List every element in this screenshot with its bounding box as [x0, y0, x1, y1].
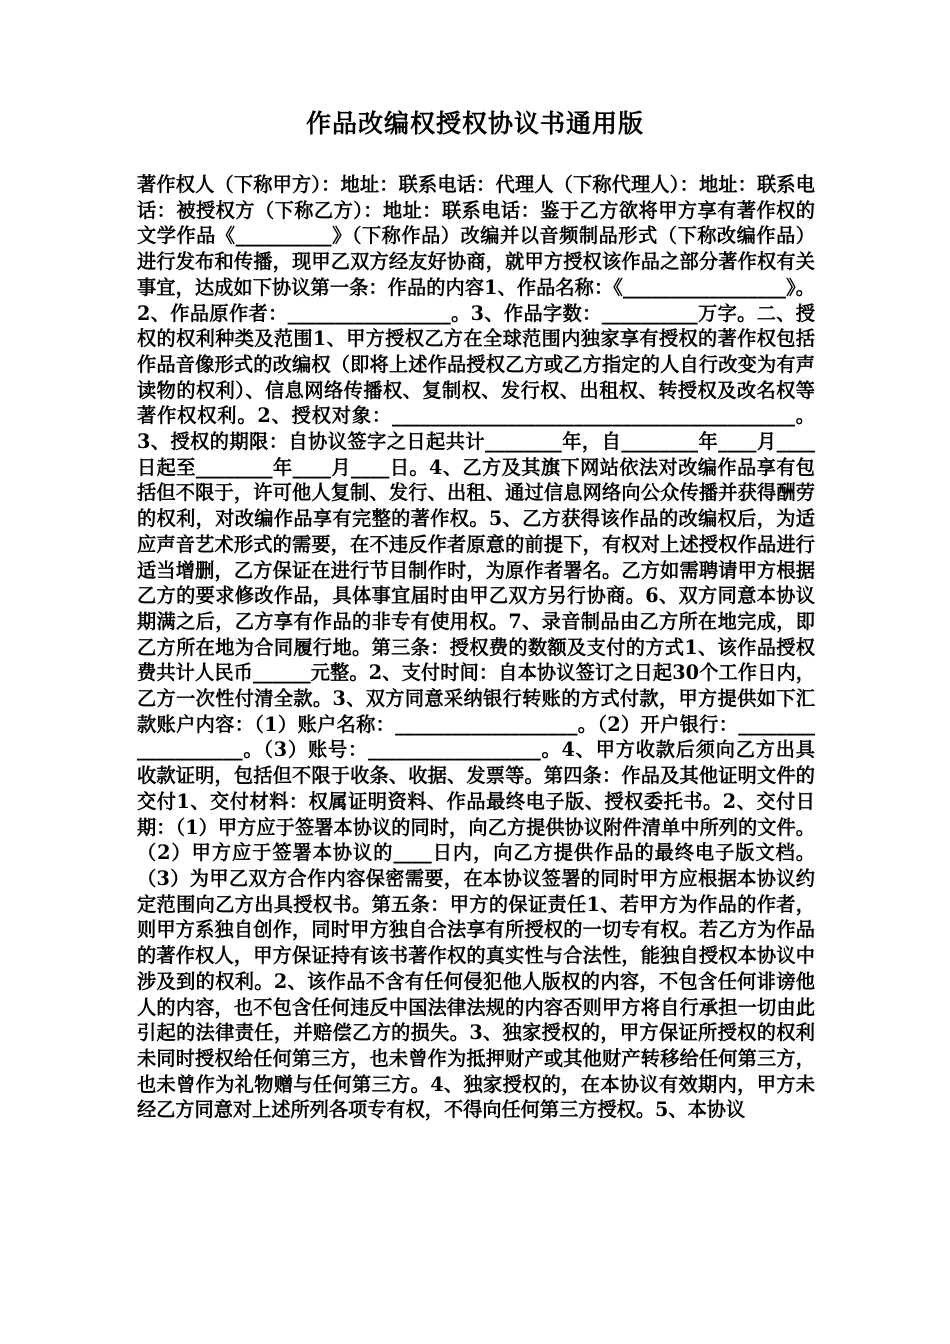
document-title: 作品改编权授权协议书通用版: [305, 109, 644, 138]
document-body: 著作权人（下称甲方）：地址：联系电话：代理人（下称代理人）：地址：联系电话：被授权方（下称乙方）：地址：联系电话：鉴于乙方欲将甲方享有著作权的文学作品《__________》（下称作品）改编并以音频制品形式（下称改编作品）进行发布和传播，现甲乙双方经友好协商，就甲方授权该作品之部分著作权有关事宜，达成如下协议第一条：作品的内容1、作品名称：《_________________》。2、作品原作者：_________________。3、作品字数：__________万字。二、授权的权利种类及范围1、甲方授权乙方在全球范围内独家享有授权的著作权包括作品音像形式的改编权（即将上述作品授权乙方或乙方指定的人自行改变为有声读物的权利）、信息网络传播权、复制权、发行权、出租权、转授权及改名权等著作权权利。2、授权对象：__________________________________________。3、授权的期限：自协议签字之日起共计________年，自________年____月____日起至________年____月____日。4、乙方及其旗下网站依法对改编作品享有包括但不限于，许可他人复制、发行、出租、通过信息网络向公众传播并获得酬劳的权利，对改编作品享有完整的著作权。5、乙方获得该作品的改编权后，为适应声音艺术形式的需要，在不违反作者原意的前提下，有权对上述授权作品进行适当增删，乙方保证在进行节目制作时，为原作者署名。乙方如需聘请甲方根据乙方的要求修改作品，具体事宜届时由甲乙双方另行协商。6、双方同意本协议期满之后，乙方享有作品的非专有使用权。7、录音制品由乙方所在地完成，即乙方所在地为合同履行地。第三条：授权费的数额及支付的方式1、该作品授权费共计人民币______元整。2、支付时间：自本协议签订之日起30个工作日内，乙方一次性付清全款。3、双方同意采纳银行转账的方式付款，甲方提供如下汇款账户内容：（1）账户名称：___________________。（2）开户银行：___________________。（3）账号：__________________。4、甲方收款后须向乙方出具收款证明，包括但不限于收条、收据、发票等。第四条：作品及其他证明文件的交付1、交付材料：权属证明资料、作品最终电子版、授权委托书。2、交付日期：（1）甲方应于签署本协议的同时，向乙方提供协议附件清单中所列的文件。（2）甲方应于签署本协议的____日内，向乙方提供作品的最终电子版文档。（3）为甲乙双方合作内容保密需要，在本协议签署的同时甲方应根据本协议约定范围向乙方出具授权书。第五条：甲方的保证责任1、若甲方为作品的作者，则甲方系独自创作，同时甲方独自合法享有所授权的一切专有权。若乙方为作品的著作权人，甲方保证持有该书著作权的真实性与合法性，能独自授权本协议中涉及到的权利。2、该作品不含有任何侵犯他人版权的内容，不包含任何诽谤他人的内容，也不包含任何违反中国法律法规的内容否则甲方将自行承担一切由此引起的法律责任，并赔偿乙方的损失。3、独家授权的，甲方保证所授权的权利未同时授权给任何第三方，也未曾作为抵押财产或其他财产转移给任何第三方，也未曾作为礼物赠与任何第三方。4、独家授权的，在本协议有效期内，甲方未经乙方同意对上述所列各项专有权，不得向任何第三方授权。5、本协议: [137, 173, 815, 1122]
